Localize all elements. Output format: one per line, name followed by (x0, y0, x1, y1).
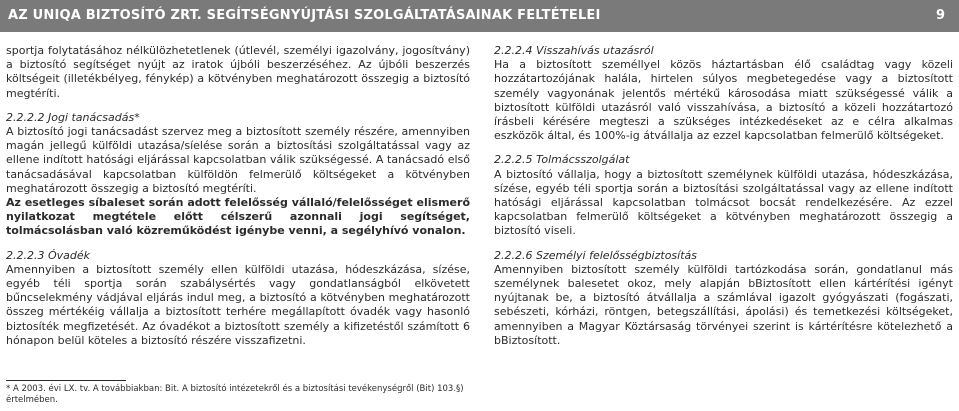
section-heading-bail: 2.2.2.3 Óvadék (6, 248, 91, 262)
legal-advice-notice: Az esetleges síbaleset során adott felelősség vállaló/felelősséget elismerő nyilatkozat megtétele előtt célszerű azonnali jogi segítséget, tolmácsolásban való közreműködést igénybe venni, a segélyhívó vonalon. (6, 196, 470, 238)
legal-advice-paragraph: A biztosító jogi tanácsadást szervez meg a biztosított személy részére, amennyiben magán jellegű külföldi utazása/síelése során a biztosítási szolgáltatással vagy az ellene indított hatósági eljárással kapcsolatban válik szükségessé. A tanácsadó első tanácsadásával kapcsolatban külföldön felmerülő költségeket a kötvényben meghatározott összegig a biztosító megtéríti. (6, 125, 470, 195)
interpreter-paragraph: A biztosító vállalja, hogy a biztosított személynek külföldi utazása, hódeszkázása, sízése, egyéb téli sportja során a biztosítási szolgáltatással vagy az ellene indított hatósági eljárással kapcsolatban tolmácsot bocsát rendelkezésére. Az ezzel kapcsolatban felmerülő költségeket a kötvényben meghatározott összegig a biztosító viseli. (494, 167, 953, 238)
footnote-rule (6, 380, 126, 381)
recall-paragraph: Ha a biztosított személlyel közös háztartásban élő családtag vagy közeli hozzátartozójának halála, hirtelen súlyos megbetegedése vagy a biztosított személy vagyonának jelentős mértékű károsodása miatt szükségessé válik a biztosított külföldi utazásról való visszahívása, a biztosító a közeli hozzátartozó írásbeli kérésére megteszi a szükséges intézkedéseket az e célra alkalmas eszközök által, és 100%-ig átvállalja az ezzel kapcsolatban felmerülő költségeket. (494, 58, 953, 143)
liability-paragraph: Amennyiben biztosított személy külföldi tartózkodása során, gondatlanul más személynek balesetet okoz, mely alapján bBiztosított ellen kártérítési igényt nyújtanak be, a biztosító átvállalja a számlával igazolt gyógyászati (fogászati, sebészeti, kórházi, röntgen, betegszállítási, ápolási) és temetkezési költségeket, amennyiben a Magyar Köztársaság törvényei szerint is kártérítésre kötelezhető a bBiztosított. (494, 262, 953, 347)
header-title: AZ UNIQA BIZTOSÍTÓ ZRT. SEGÍTSÉGNYÚJTÁSI SZOLGÁLTATÁSAINAK FELTÉTELEI (8, 8, 601, 23)
right-column (494, 44, 953, 348)
page-header (0, 0, 959, 32)
footnote-text: * A 2003. évi LX. tv. A továbbiakban: Bit. A biztosító intézetekről és a biztosítási tevékenységről (Bit) 103.§) értelmében. (6, 384, 464, 405)
section-heading-recall: 2.2.2.4 Visszahívás utazásról (494, 44, 654, 57)
section-heading-liability: 2.2.2.6 Személyi felelősségbiztosítás (494, 248, 697, 262)
bail-paragraph: Amennyiben a biztosított személy ellen külföldi utazása, hódeszkázása, sízése, egyéb téli sportja során szabálysértés vagy gondatlanságból elkövetett bűncselekmény vádjával eljárás indul meg, a biztosító a kötvényben meghatározott összeg mértékéig vállalja a biztosított terhére megállapított óvadék vagy hasonló biztosíték megfizetését. Az óvadékot a biztosított személy a kifizetéstől számított 6 hónapon belül köteles a biztosító részére visszafizetni. (6, 262, 470, 347)
section-heading-legal-advice: 2.2.2.2 Jogi tanácsadás* (6, 110, 140, 124)
page-number: 9 (935, 8, 945, 23)
footnote-area (6, 380, 470, 406)
intro-paragraph: sportja folytatásához nélkülözhetetlenek (útlevél, személyi igazolvány, jogosítvány) a biztosító segítséget nyújt az iratok újbóli beszerzéséhez. Az újbóli beszerzés költségeit (illetékbélyeg, fénykép) a kötvényben meghatározott összegig a biztosító megtéríti. (6, 44, 470, 100)
left-column (6, 44, 470, 348)
section-heading-interpreter: 2.2.2.5 Tolmácsszolgálat (494, 153, 630, 167)
